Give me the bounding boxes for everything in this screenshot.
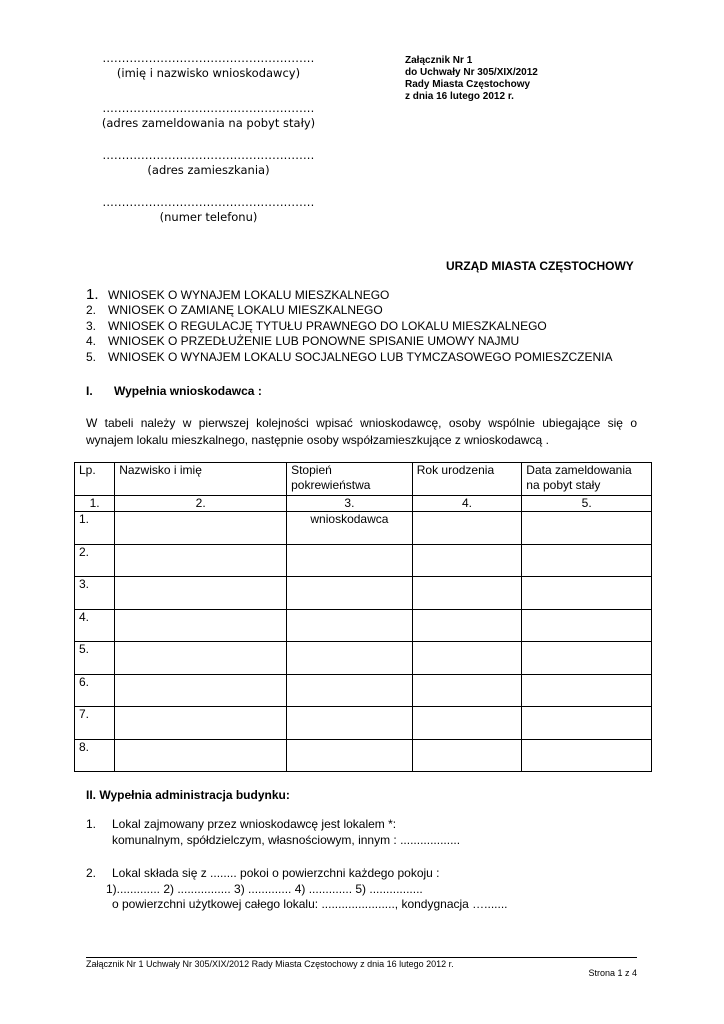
request-text: WNIOSEK O REGULACJĘ TYTUŁU PRAWNEGO DO LOKALU MIESZKALNEGO	[108, 318, 547, 333]
row-year-cell[interactable]	[412, 674, 522, 707]
row-name-cell[interactable]	[115, 707, 287, 740]
col-number: 2.	[115, 496, 287, 512]
request-number: 3.	[86, 318, 97, 333]
row-year-cell[interactable]	[412, 642, 522, 675]
annex-header	[405, 55, 538, 103]
row-lp: 5.	[75, 642, 115, 675]
request-item	[86, 319, 613, 335]
registered-address-dots: .......................................................	[102, 101, 315, 115]
question-2-area: o powierzchni użytkowej całego lokalu: ......................, kondygnacja ….......	[112, 897, 508, 911]
table-row	[75, 544, 652, 577]
row-name-cell[interactable]	[115, 512, 287, 545]
annex-line-2: do Uchwały Nr 305/XIX/2012	[405, 67, 538, 78]
row-date-cell[interactable]	[522, 739, 652, 772]
row-year-cell[interactable]	[412, 577, 522, 610]
table-row	[75, 609, 652, 642]
row-lp: 8.	[75, 739, 115, 772]
row-year-cell[interactable]	[412, 707, 522, 740]
request-number: 1.	[86, 286, 99, 303]
row-date-cell[interactable]	[522, 642, 652, 675]
request-text: WNIOSEK O WYNAJEM LOKALU MIESZKALNEGO	[108, 288, 390, 302]
annex-line-4: z dnia 16 lutego 2012 r.	[405, 91, 514, 102]
table-row	[75, 707, 652, 740]
row-relation-cell[interactable]	[287, 642, 413, 675]
row-date-cell[interactable]	[522, 707, 652, 740]
footer-text: Załącznik Nr 1 Uchwały Nr 305/XIX/2012 Rady Miasta Częstochowy z dnia 16 lutego 2012 r.	[86, 959, 454, 969]
annex-line-3: Rady Miasta Częstochowy	[405, 79, 531, 90]
question-1-number: 1.	[86, 817, 97, 831]
section-2-heading: II. Wypełnia administracja budynku:	[86, 788, 290, 802]
row-year-cell[interactable]	[412, 609, 522, 642]
annex-line-1: Załącznik Nr 1	[405, 55, 473, 66]
header-relation: Stopień pokrewieństwa	[287, 463, 413, 496]
col-number: 4.	[412, 496, 522, 512]
registered-address-field	[86, 101, 331, 131]
phone-label: (numer telefonu)	[159, 210, 258, 224]
row-relation-cell[interactable]	[287, 707, 413, 740]
header-birth-year: Rok urodzenia	[412, 463, 522, 496]
question-1	[86, 817, 460, 848]
request-number: 4.	[86, 334, 97, 349]
applicant-name-dots: .......................................................	[102, 51, 315, 65]
request-text: WNIOSEK O PRZEDŁUŻENIE LUB PONOWNE SPISANIE UMOWY NAJMU	[108, 334, 520, 349]
section-1-number: I.	[86, 384, 93, 398]
header-registration-date: Data zameldowania na pobyt stały	[522, 463, 652, 496]
row-date-cell[interactable]	[522, 512, 652, 545]
request-item	[86, 287, 613, 303]
phone-field	[86, 195, 331, 225]
applicant-name-label: (imię i nazwisko wnioskodawcy)	[116, 66, 301, 80]
col-number: 3.	[287, 496, 413, 512]
instruction-paragraph: W tabeli należy w pierwszej kolejności wpisać wnioskodawcę, osoby wspólnie ubiegające się o wynajem lokalu mieszkalnego, następnie osoby współzamieszkujące z wnioskodawcą .	[86, 416, 637, 447]
registered-address-label: (adres zameldowania na pobyt stały)	[101, 116, 316, 130]
table-row	[75, 577, 652, 610]
row-name-cell[interactable]	[115, 577, 287, 610]
residence-address-label: (adres zamieszkania)	[147, 163, 270, 177]
table-row	[75, 642, 652, 675]
header-name: Nazwisko i imię	[115, 463, 287, 496]
row-year-cell[interactable]	[412, 512, 522, 545]
page-number: Strona 1 z 4	[588, 968, 637, 978]
row-lp: 4.	[75, 609, 115, 642]
row-date-cell[interactable]	[522, 609, 652, 642]
office-heading: URZĄD MIASTA CZĘSTOCHOWY	[446, 259, 634, 273]
section-1-title: Wypełnia wnioskodawca :	[114, 384, 262, 398]
section-1-heading	[86, 384, 262, 398]
request-number: 5.	[86, 350, 97, 365]
row-name-cell[interactable]	[115, 642, 287, 675]
table-row	[75, 512, 652, 545]
row-date-cell[interactable]	[522, 674, 652, 707]
phone-dots: .......................................................	[102, 195, 315, 209]
table-header-row	[75, 463, 652, 496]
household-table	[74, 462, 652, 772]
row-year-cell[interactable]	[412, 739, 522, 772]
question-2-number: 2.	[86, 866, 97, 880]
row-name-cell[interactable]	[115, 739, 287, 772]
question-2	[86, 866, 508, 913]
row-name-cell[interactable]	[115, 674, 287, 707]
row-lp: 7.	[75, 707, 115, 740]
request-text: WNIOSEK O ZAMIANĘ LOKALU MIESZKALNEGO	[108, 302, 383, 317]
row-name-cell[interactable]	[115, 609, 287, 642]
row-relation-cell[interactable]	[287, 577, 413, 610]
table-row	[75, 674, 652, 707]
request-item	[86, 303, 613, 319]
residence-address-field	[86, 148, 331, 178]
row-name-cell[interactable]	[115, 544, 287, 577]
table-row	[75, 739, 652, 772]
request-item	[86, 350, 613, 366]
col-number: 1.	[75, 496, 115, 512]
row-lp: 3.	[75, 577, 115, 610]
row-date-cell[interactable]	[522, 544, 652, 577]
row-relation-cell[interactable]	[287, 674, 413, 707]
question-2-text: Lokal składa się z ........ pokoi o powierzchni każdego pokoju :	[112, 866, 440, 880]
request-number: 2.	[86, 302, 97, 317]
question-2-rooms: 1)............. 2) ................ 3) ............. 4) ............. 5) ................	[106, 881, 423, 896]
request-text: WNIOSEK O WYNAJEM LOKALU SOCJALNEGO LUB TYMCZASOWEGO POMIESZCZENIA	[108, 350, 613, 365]
row-lp: 1.	[75, 512, 115, 545]
row-relation-cell[interactable]	[287, 609, 413, 642]
table-column-numbers-row	[75, 496, 652, 512]
row-year-cell[interactable]	[412, 544, 522, 577]
residence-address-dots: .......................................................	[102, 148, 315, 162]
row-relation-cell[interactable]	[287, 544, 413, 577]
question-1-text: Lokal zajmowany przez wnioskodawcę jest lokalem *:	[112, 817, 397, 831]
row-date-cell[interactable]	[522, 577, 652, 610]
request-type-list	[86, 287, 613, 366]
row-relation-cell[interactable]	[287, 739, 413, 772]
footer-divider	[86, 957, 637, 958]
applicant-name-field	[86, 51, 331, 81]
col-number: 5.	[522, 496, 652, 512]
question-1-options: komunalnym, spółdzielczym, własnościowym, innym : ..................	[112, 832, 461, 847]
row-lp: 6.	[75, 674, 115, 707]
request-item	[86, 334, 613, 350]
row-lp: 2.	[75, 544, 115, 577]
header-lp: Lp.	[75, 463, 115, 496]
row-relation-cell[interactable]: wnioskodawca	[287, 512, 413, 545]
